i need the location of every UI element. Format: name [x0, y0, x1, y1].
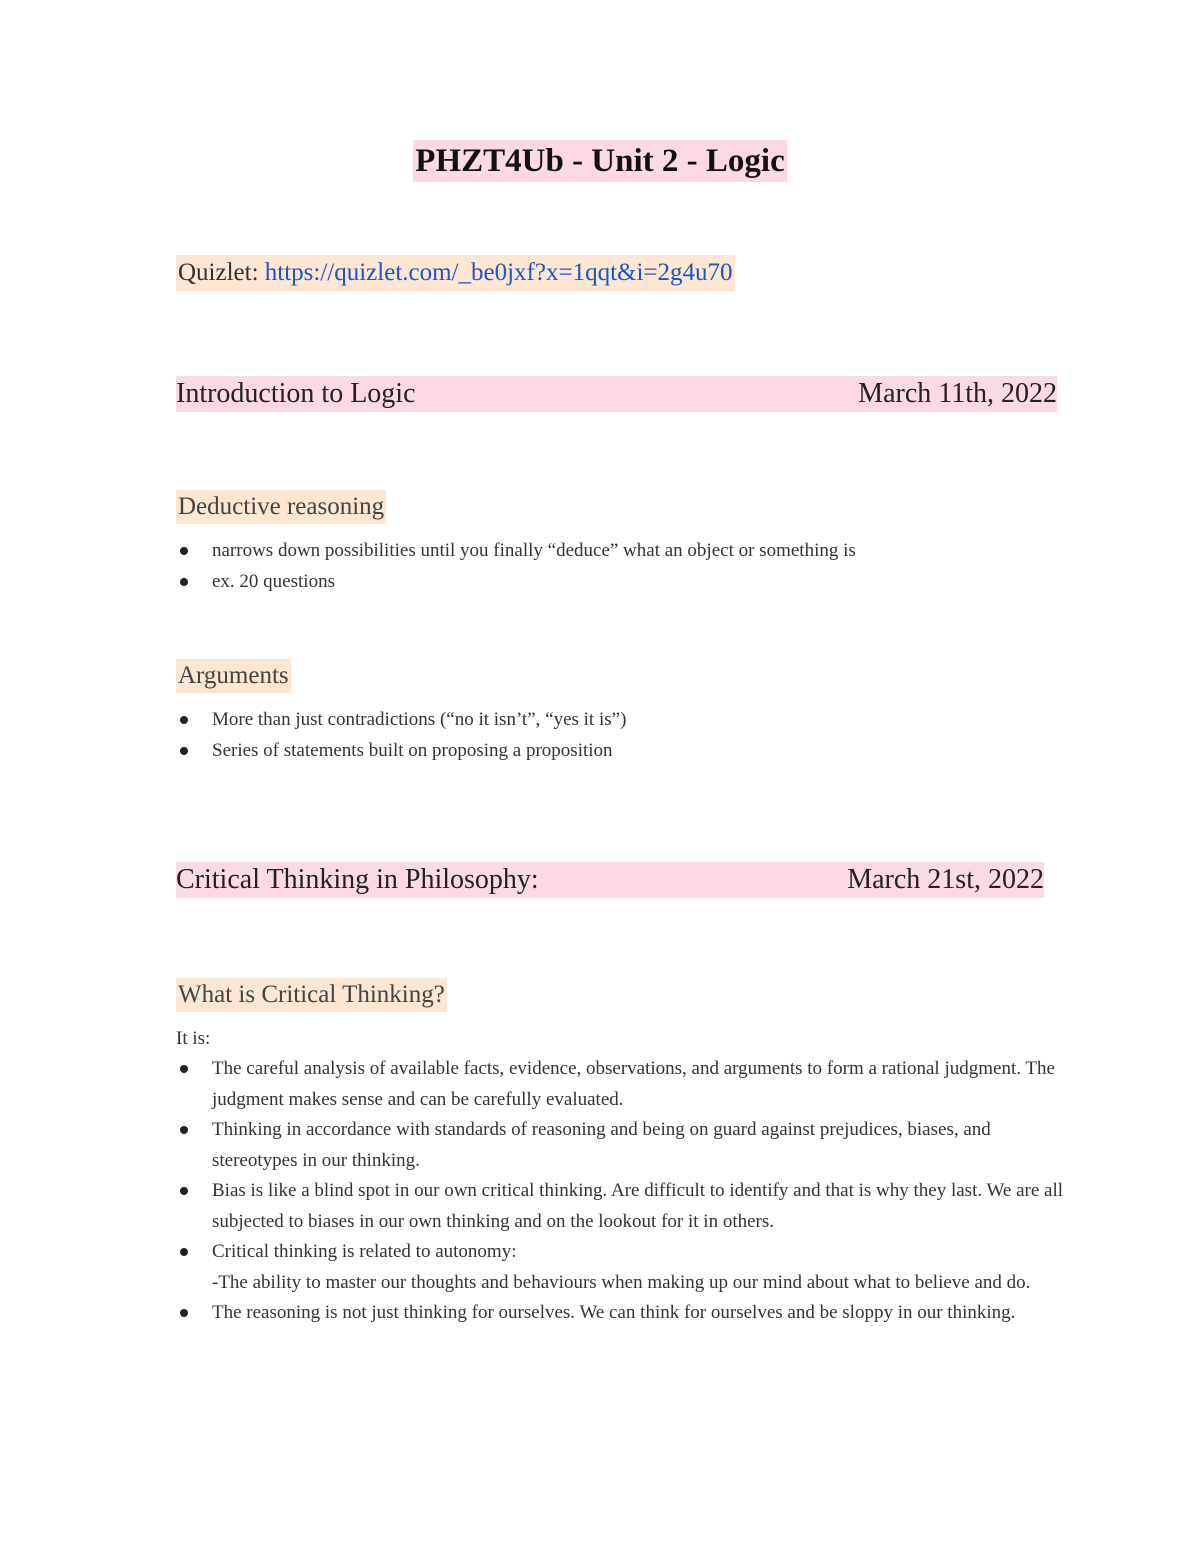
- bullet-icon: [180, 1309, 188, 1317]
- bullet-icon: [180, 547, 188, 555]
- section-date: March 11th, 2022: [858, 378, 1057, 409]
- critical-thinking-list: [176, 1054, 1066, 1329]
- list-item: Series of statements built on proposing a proposition: [176, 736, 1066, 767]
- section-title: Introduction to Logic: [176, 378, 416, 409]
- document-title: PHZT4Ub - Unit 2 - Logic: [413, 140, 786, 182]
- list-item: narrows down possibilities until you finally “deduce” what an object or something is: [176, 536, 1066, 567]
- section-title: Critical Thinking in Philosophy:: [176, 864, 539, 895]
- bullet-icon: [180, 747, 188, 755]
- bullet-icon: [180, 1065, 188, 1073]
- intro-text: It is:: [176, 1028, 211, 1049]
- list-item: The reasoning is not just thinking for ourselves. We can think for ourselves and be sloppy in our thinking.: [176, 1298, 1066, 1329]
- subheading-arguments: Arguments: [176, 659, 291, 693]
- deductive-reasoning-list: [176, 536, 1066, 597]
- subheading-what-is-critical-thinking: What is Critical Thinking?: [176, 978, 447, 1012]
- list-item: ex. 20 questions: [176, 567, 1066, 598]
- bullet-icon: [180, 1248, 188, 1256]
- list-item: More than just contradictions (“no it isn’t”, “yes it is”): [176, 705, 1066, 736]
- bullet-icon: [180, 1126, 188, 1134]
- list-item: Critical thinking is related to autonomy: -The ability to master our thoughts and behaviours when making up our mind about what to believe and do.: [176, 1237, 1066, 1298]
- section-header-intro-logic: [176, 376, 1057, 412]
- list-item: Bias is like a blind spot in our own critical thinking. Are difficult to identify and that is why they last. We are all subjected to biases in our own thinking and on the lookout for it in others.: [176, 1176, 1066, 1237]
- bullet-icon: [180, 1187, 188, 1195]
- quizlet-line: [176, 255, 735, 291]
- document-title-row: [0, 140, 1200, 182]
- list-item: Thinking in accordance with standards of reasoning and being on guard against prejudices, biases, and stereotypes in our thinking.: [176, 1115, 1066, 1176]
- arguments-list: [176, 705, 1066, 766]
- quizlet-link[interactable]: https://quizlet.com/_be0jxf?x=1qqt&i=2g4u70: [264, 259, 733, 286]
- section-date: March 21st, 2022: [847, 864, 1044, 895]
- quizlet-label: Quizlet:: [178, 259, 265, 286]
- section-header-critical-thinking: [176, 862, 1044, 898]
- bullet-icon: [180, 716, 188, 724]
- bullet-icon: [180, 578, 188, 586]
- subheading-deductive-reasoning: Deductive reasoning: [176, 490, 386, 524]
- autonomy-detail: -The ability to master our thoughts and behaviours when making up our mind about what to believe and do.: [212, 1271, 1031, 1293]
- list-item: The careful analysis of available facts, evidence, observations, and arguments to form a rational judgment. The judgment makes sense and can be carefully evaluated.: [176, 1054, 1066, 1115]
